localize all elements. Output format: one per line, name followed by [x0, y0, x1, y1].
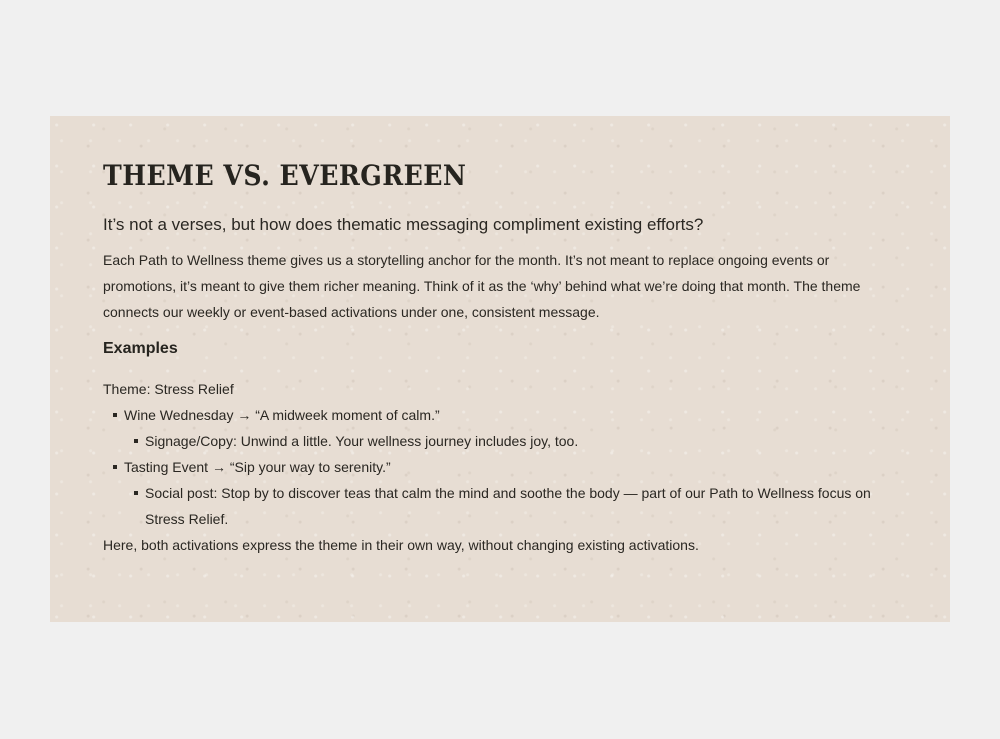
- slide-card: [50, 116, 950, 622]
- example-item: [103, 454, 897, 532]
- closing-paragraph: Here, both activations express the theme in their own way, without changing existing activations.: [103, 537, 699, 553]
- examples-heading: Examples: [103, 340, 178, 357]
- theme-label: Theme: Stress Relief: [103, 381, 234, 397]
- slide-subtitle: It’s not a verses, but how does thematic messaging compliment existing efforts?: [103, 215, 704, 234]
- example-detail: Social post: Stop by to discover teas that calm the mind and soothe the body — part of our Path to Wellness focus on Stress Relief.: [124, 480, 897, 532]
- examples-list: [103, 402, 897, 532]
- example-item: [103, 402, 897, 454]
- example-sublist: [124, 480, 897, 532]
- slide-title: THEME VS. EVERGREEN: [103, 159, 467, 192]
- intro-paragraph: Each Path to Wellness theme gives us a storytelling anchor for the month. It’s not meant to replace ongoing events or promotions, it’s meant to give them richer meaning. Think of it as the ‘why’ behind what we’re doing that month. The theme connects our weekly or event-based activations under one, consistent message.: [103, 252, 861, 320]
- example-label: Wine Wednesday → “A midweek moment of calm.”: [124, 407, 440, 423]
- example-label: Tasting Event → “Sip your way to serenity.”: [124, 459, 391, 475]
- example-sublist: [124, 428, 897, 454]
- example-detail: Signage/Copy: Unwind a little. Your wellness journey includes joy, too.: [124, 428, 897, 454]
